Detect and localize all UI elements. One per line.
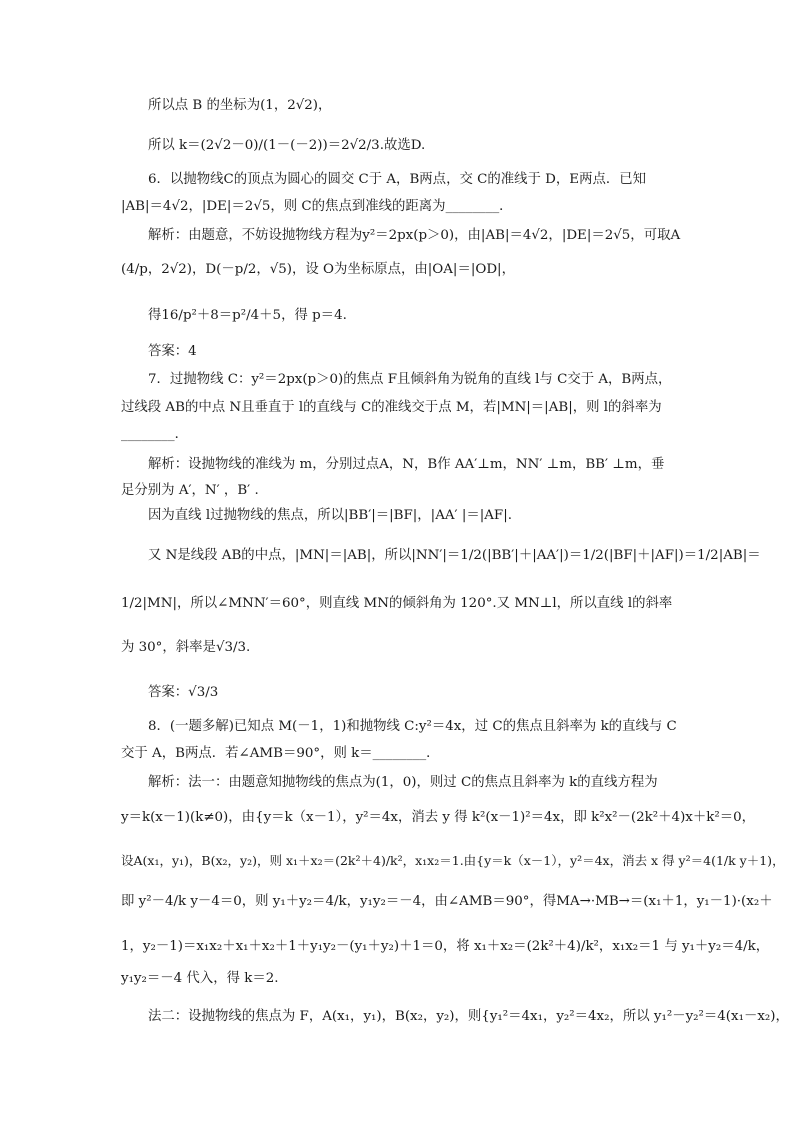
text-line: 所以点 B 的坐标为(1，2√2)，: [148, 98, 332, 113]
text-line: 即 y²－4/k y－4＝0，则 y₁＋y₂＝4/k，y₁y₂＝－4，由∠AMB＝90°，得MA→·MB→＝(x₁＋1，y₁－1)·(x₂＋: [121, 894, 773, 909]
text-line: 1，y₂－1)＝x₁x₂＋x₁＋x₂＋1＋y₁y₂－(y₁＋y₂)＋1＝0，将 x₁＋x₂＝(2k²＋4)/k²，x₁x₂＝1 与 y₁＋y₂＝4/k，: [121, 939, 770, 954]
text-line: y＝k(x－1)(k≠0)，由{y＝k（x－1），y²＝4x，消去 y 得 k²(x－1)²＝4x，即 k²x²－(2k²＋4)x＋k²＝0，: [121, 810, 756, 825]
text-line: 交于 A，B两点．若∠AMB＝90°，则 k＝________．: [121, 746, 440, 761]
text-line: 8．(一题多解)已知点 M(－1，1)和抛物线 C:y²＝4x，过 C的焦点且斜率为 k的直线与 C: [148, 719, 677, 734]
text-line: 得16/p²＋8＝p²/4＋5，得 p＝4.: [148, 308, 347, 323]
text-line: 又 N是线段 AB的中点，|MN|＝|AB|，所以|NN′|＝1/2(|BB′|＋|AA′|)＝1/2(|BF|＋|AF|)＝1/2|AB|＝: [148, 548, 761, 563]
text-line: ________．: [121, 427, 188, 442]
text-line: 解析：由题意，不妨设抛物线方程为y²＝2px(p＞0)，由|AB|＝4√2，|DE|＝2√5，可取A: [148, 228, 681, 243]
text-line: 1/2|MN|，所以∠MNN′＝60°，则直线 MN的倾斜角为 120°.又 MN⊥l，所以直线 l的斜率: [121, 596, 673, 611]
text-line: y₁y₂＝－4 代入，得 k＝2.: [121, 971, 279, 986]
text-line: 答案：√3/3: [148, 685, 219, 700]
text-line: (4/p，2√2)，D(－p/2，√5)，设 O为坐标原点，由|OA|＝|OD|，: [121, 262, 515, 277]
text-line: 所以 k＝(2√2－0)/(1－(－2))＝2√2/3.故选D.: [148, 138, 426, 153]
text-line: 解析：法一：由题意知抛物线的焦点为(1，0)，则过 C的焦点且斜率为 k的直线方程为: [148, 775, 658, 790]
text-line: 法二：设抛物线的焦点为 F，A(x₁，y₁)，B(x₂，y₂)，则{y₁²＝4x₁，y₂²＝4x₂，所以 y₁²－y₂²＝4(x₁－x₂)，: [148, 1009, 789, 1024]
text-line: 设A(x₁，y₁)，B(x₂，y₂)，则 x₁＋x₂＝(2k²＋4)/k²，x₁x₂＝1.由{y＝k（x－1），y²＝4x，消去 x 得 y²＝4(1/k y＋1)，: [121, 853, 785, 868]
text-line: 答案：4: [148, 344, 197, 359]
text-line: 6．以抛物线C的顶点为圆心的圆交 C于 A，B两点，交 C的准线于 D，E两点．已知: [148, 172, 647, 187]
text-line: 为 30°，斜率是√3/3.: [121, 640, 251, 655]
text-line: 7．过抛物线 C：y²＝2px(p＞0)的焦点 F且倾斜角为锐角的直线 l与 C交于 A，B两点，: [148, 372, 672, 387]
text-line: 足分别为 A′，N′ ，B′ .: [121, 483, 259, 498]
text-line: 因为直线 l过抛物线的焦点，所以|BB′|＝|BF|，|AA′ |＝|AF|.: [148, 508, 512, 523]
text-line: 过线段 AB的中点 N且垂直于 l的直线与 C的准线交于点 M，若|MN|＝|AB|，则 l的斜率为: [121, 400, 662, 415]
text-line: 解析：设抛物线的准线为 m，分别过点A，N，B作 AA′⊥m，NN′ ⊥m，BB′ ⊥m，垂: [148, 457, 665, 472]
text-line: |AB|＝4√2，|DE|＝2√5，则 C的焦点到准线的距离为________．: [121, 199, 513, 214]
